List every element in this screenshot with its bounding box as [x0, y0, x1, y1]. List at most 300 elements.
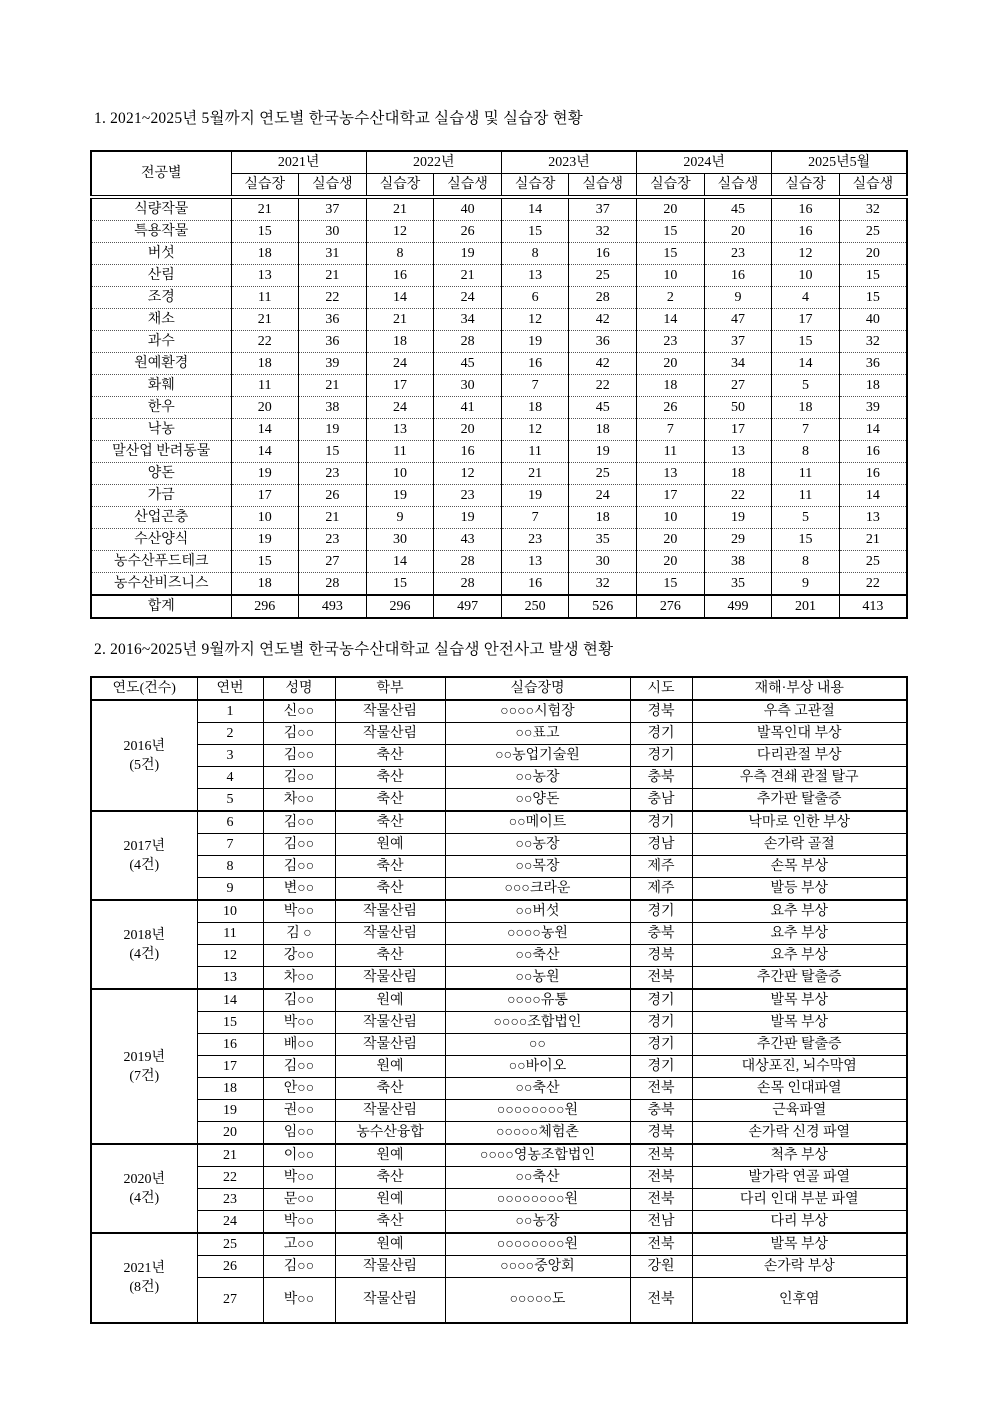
province-cell: 경북	[630, 1122, 692, 1145]
injury-cell: 발목 부상	[692, 1233, 907, 1256]
subheader-students: 실습생	[434, 174, 502, 198]
case-count-label: (5건)	[129, 757, 160, 773]
year-group-cell	[91, 811, 197, 900]
dept-cell: 작물산림	[335, 723, 445, 745]
injury-cell: 요추 부상	[692, 945, 907, 967]
count-cell: 19	[501, 485, 569, 507]
accident-row	[91, 900, 907, 923]
dept-cell: 축산	[335, 1167, 445, 1189]
name-cell: 김○○	[263, 834, 335, 856]
name-cell: 임○○	[263, 1122, 335, 1145]
accident-row	[91, 967, 907, 990]
total-count-cell: 296	[366, 595, 434, 618]
count-cell: 41	[434, 397, 502, 419]
count-cell: 20	[637, 353, 705, 375]
name-cell: 이○○	[263, 1144, 335, 1167]
count-cell: 37	[569, 197, 637, 221]
count-cell: 17	[637, 485, 705, 507]
count-cell: 23	[299, 529, 367, 551]
injury-cell: 발등 부상	[692, 878, 907, 901]
major-label-cell: 화훼	[91, 375, 231, 397]
name-cell: 김○○	[263, 723, 335, 745]
count-cell: 16	[772, 197, 840, 221]
province-cell: 경기	[630, 1056, 692, 1078]
count-cell: 14	[839, 419, 907, 441]
count-cell: 13	[704, 441, 772, 463]
count-cell: 17	[772, 309, 840, 331]
accident-row	[91, 834, 907, 856]
count-cell: 25	[569, 265, 637, 287]
count-cell: 24	[366, 353, 434, 375]
count-cell: 5	[772, 375, 840, 397]
count-cell: 15	[772, 529, 840, 551]
count-cell: 21	[839, 529, 907, 551]
count-cell: 26	[434, 221, 502, 243]
dept-cell: 작물산림	[335, 900, 445, 923]
seq-cell: 9	[197, 878, 263, 901]
injury-cell: 요추 부상	[692, 923, 907, 945]
accident-row	[91, 856, 907, 878]
dept-cell: 작물산림	[335, 1034, 445, 1056]
count-cell: 43	[434, 529, 502, 551]
year-header-3: 2023년	[501, 151, 636, 174]
major-label-cell: 버섯	[91, 243, 231, 265]
major-label-cell: 채소	[91, 309, 231, 331]
major-row	[91, 197, 907, 221]
seq-cell: 3	[197, 745, 263, 767]
major-label-cell: 산업곤충	[91, 507, 231, 529]
dept-cell: 축산	[335, 745, 445, 767]
major-label-cell: 수산양식	[91, 529, 231, 551]
accident-row	[91, 1278, 907, 1324]
count-cell: 20	[637, 197, 705, 221]
seq-cell: 13	[197, 967, 263, 990]
count-cell: 2	[637, 287, 705, 309]
province-cell: 경기	[630, 900, 692, 923]
name-cell: 차○○	[263, 967, 335, 990]
major-column-header: 전공별	[91, 151, 231, 197]
subheader-sites: 실습장	[231, 174, 299, 198]
major-label-cell: 가금	[91, 485, 231, 507]
seq-cell: 22	[197, 1167, 263, 1189]
count-cell: 11	[501, 441, 569, 463]
injury-cell: 근육파열	[692, 1100, 907, 1122]
count-cell: 30	[434, 375, 502, 397]
count-cell: 21	[299, 265, 367, 287]
province-cell: 경기	[630, 723, 692, 745]
count-cell: 20	[839, 243, 907, 265]
count-cell: 19	[231, 529, 299, 551]
count-cell: 14	[637, 309, 705, 331]
name-cell: 차○○	[263, 789, 335, 812]
count-cell: 20	[231, 397, 299, 419]
major-row	[91, 573, 907, 596]
count-cell: 16	[839, 441, 907, 463]
name-cell: 배○○	[263, 1034, 335, 1056]
seq-cell: 18	[197, 1078, 263, 1100]
count-cell: 8	[501, 243, 569, 265]
year-group-cell	[91, 700, 197, 811]
count-cell: 15	[637, 573, 705, 596]
subheader-students: 실습생	[299, 174, 367, 198]
year-label: 2017년	[123, 838, 166, 854]
major-row	[91, 331, 907, 353]
accident-row	[91, 1100, 907, 1122]
site-cell: ○○양돈	[445, 789, 630, 812]
injury-cell: 다리관절 부상	[692, 745, 907, 767]
injury-cell: 추간판 탈출증	[692, 967, 907, 990]
major-row	[91, 243, 907, 265]
count-cell: 19	[366, 485, 434, 507]
count-cell: 20	[637, 551, 705, 573]
count-cell: 36	[569, 331, 637, 353]
column-header-name: 성명	[263, 677, 335, 700]
site-cell: ○○○○○도	[445, 1278, 630, 1324]
count-cell: 12	[772, 243, 840, 265]
count-cell: 22	[569, 375, 637, 397]
province-cell: 제주	[630, 878, 692, 901]
subheader-students: 실습생	[839, 174, 907, 198]
seq-cell: 7	[197, 834, 263, 856]
count-cell: 45	[569, 397, 637, 419]
major-row	[91, 485, 907, 507]
case-count-label: (4건)	[129, 1190, 160, 1206]
count-cell: 42	[569, 353, 637, 375]
count-cell: 28	[434, 573, 502, 596]
count-cell: 18	[231, 353, 299, 375]
count-cell: 14	[839, 485, 907, 507]
injury-cell: 손목 부상	[692, 856, 907, 878]
total-label-cell: 합계	[91, 595, 231, 618]
count-cell: 16	[772, 221, 840, 243]
count-cell: 27	[299, 551, 367, 573]
accident-row	[91, 723, 907, 745]
count-cell: 28	[299, 573, 367, 596]
count-cell: 45	[704, 197, 772, 221]
province-cell: 강원	[630, 1256, 692, 1278]
seq-cell: 2	[197, 723, 263, 745]
count-cell: 21	[299, 507, 367, 529]
site-cell: ○○○○조합법인	[445, 1012, 630, 1034]
dept-cell: 작물산림	[335, 923, 445, 945]
name-cell: 강○○	[263, 945, 335, 967]
major-label-cell: 농수산푸드테크	[91, 551, 231, 573]
province-cell: 전북	[630, 1278, 692, 1324]
accident-row	[91, 789, 907, 812]
seq-cell: 14	[197, 989, 263, 1012]
province-cell: 경북	[630, 700, 692, 723]
injury-cell: 요추 부상	[692, 900, 907, 923]
accident-row	[91, 1144, 907, 1167]
case-count-label: (4건)	[129, 857, 160, 873]
dept-cell: 축산	[335, 767, 445, 789]
table1-title: 1. 2021~2025년 5월까지 연도별 한국농수산대학교 실습생 및 실습장 현황	[94, 110, 583, 127]
dept-cell: 작물산림	[335, 1100, 445, 1122]
site-cell: ○○○○시험장	[445, 700, 630, 723]
major-row	[91, 397, 907, 419]
count-cell: 31	[299, 243, 367, 265]
count-cell: 36	[839, 353, 907, 375]
count-cell: 23	[501, 529, 569, 551]
count-cell: 8	[772, 551, 840, 573]
count-cell: 26	[637, 397, 705, 419]
site-cell: ○○○○○○○○원	[445, 1100, 630, 1122]
count-cell: 10	[772, 265, 840, 287]
site-cell: ○○목장	[445, 856, 630, 878]
count-cell: 21	[231, 309, 299, 331]
count-cell: 11	[772, 463, 840, 485]
province-cell: 전남	[630, 1211, 692, 1234]
count-cell: 17	[704, 419, 772, 441]
count-cell: 12	[434, 463, 502, 485]
major-label-cell: 과수	[91, 331, 231, 353]
year-label: 2020년	[123, 1171, 166, 1187]
province-cell: 전북	[630, 1078, 692, 1100]
count-cell: 22	[231, 331, 299, 353]
province-cell: 경기	[630, 1034, 692, 1056]
year-label: 2019년	[123, 1049, 166, 1065]
column-header-dept: 학부	[335, 677, 445, 700]
injury-cell: 발목 부상	[692, 989, 907, 1012]
count-cell: 23	[704, 243, 772, 265]
major-label-cell: 조경	[91, 287, 231, 309]
count-cell: 18	[231, 243, 299, 265]
injury-cell: 손가락 골절	[692, 834, 907, 856]
count-cell: 14	[231, 441, 299, 463]
count-cell: 28	[569, 287, 637, 309]
site-cell: ○○바이오	[445, 1056, 630, 1078]
accident-status-table	[90, 676, 908, 1324]
seq-cell: 16	[197, 1034, 263, 1056]
count-cell: 16	[366, 265, 434, 287]
count-cell: 21	[231, 197, 299, 221]
site-cell: ○○농장	[445, 834, 630, 856]
name-cell: 김○○	[263, 811, 335, 834]
count-cell: 19	[569, 441, 637, 463]
count-cell: 22	[839, 573, 907, 596]
count-cell: 24	[366, 397, 434, 419]
count-cell: 18	[772, 397, 840, 419]
dept-cell: 작물산림	[335, 1278, 445, 1324]
count-cell: 32	[569, 221, 637, 243]
count-cell: 9	[704, 287, 772, 309]
year-group-cell	[91, 900, 197, 989]
site-cell: ○○	[445, 1034, 630, 1056]
dept-cell: 원예	[335, 989, 445, 1012]
count-cell: 39	[299, 353, 367, 375]
site-cell: ○○버섯	[445, 900, 630, 923]
province-cell: 제주	[630, 856, 692, 878]
province-cell: 경기	[630, 745, 692, 767]
count-cell: 19	[704, 507, 772, 529]
seq-cell: 25	[197, 1233, 263, 1256]
count-cell: 35	[704, 573, 772, 596]
count-cell: 11	[231, 287, 299, 309]
province-cell: 경남	[630, 834, 692, 856]
count-cell: 23	[299, 463, 367, 485]
column-header-year-count: 연도(건수)	[91, 677, 197, 700]
count-cell: 24	[434, 287, 502, 309]
injury-cell: 손가락 신경 파열	[692, 1122, 907, 1145]
count-cell: 28	[434, 331, 502, 353]
seq-cell: 8	[197, 856, 263, 878]
dept-cell: 축산	[335, 811, 445, 834]
count-cell: 10	[231, 507, 299, 529]
count-cell: 26	[299, 485, 367, 507]
total-count-cell: 276	[637, 595, 705, 618]
count-cell: 22	[704, 485, 772, 507]
year-group-cell	[91, 989, 197, 1144]
major-label-cell: 말산업 반려동물	[91, 441, 231, 463]
count-cell: 38	[299, 397, 367, 419]
name-cell: 김 ○	[263, 923, 335, 945]
site-cell: ○○표고	[445, 723, 630, 745]
count-cell: 15	[772, 331, 840, 353]
count-cell: 7	[772, 419, 840, 441]
major-row	[91, 529, 907, 551]
name-cell: 박○○	[263, 1012, 335, 1034]
injury-cell: 발가락 연골 파열	[692, 1167, 907, 1189]
injury-cell: 손목 인대파열	[692, 1078, 907, 1100]
injury-cell: 인후염	[692, 1278, 907, 1324]
column-header-site: 실습장명	[445, 677, 630, 700]
subheader-students: 실습생	[569, 174, 637, 198]
count-cell: 12	[501, 419, 569, 441]
seq-cell: 24	[197, 1211, 263, 1234]
count-cell: 39	[839, 397, 907, 419]
count-cell: 18	[704, 463, 772, 485]
count-cell: 42	[569, 309, 637, 331]
major-row	[91, 353, 907, 375]
injury-cell: 대상포진, 뇌수막염	[692, 1056, 907, 1078]
count-cell: 37	[704, 331, 772, 353]
accident-row	[91, 1211, 907, 1234]
count-cell: 21	[299, 375, 367, 397]
site-cell: ○○농장	[445, 1211, 630, 1234]
count-cell: 14	[501, 197, 569, 221]
major-row	[91, 375, 907, 397]
count-cell: 8	[772, 441, 840, 463]
accident-row	[91, 745, 907, 767]
name-cell: 김○○	[263, 1256, 335, 1278]
count-cell: 22	[299, 287, 367, 309]
count-cell: 6	[501, 287, 569, 309]
total-count-cell: 497	[434, 595, 502, 618]
subheader-students: 실습생	[704, 174, 772, 198]
major-row	[91, 419, 907, 441]
province-cell: 경북	[630, 945, 692, 967]
total-count-cell: 413	[839, 595, 907, 618]
year-label: 2016년	[123, 738, 166, 754]
seq-cell: 17	[197, 1056, 263, 1078]
count-cell: 36	[299, 331, 367, 353]
accident-row	[91, 767, 907, 789]
count-cell: 13	[366, 419, 434, 441]
year-group-cell	[91, 1144, 197, 1233]
province-cell: 전북	[630, 1144, 692, 1167]
count-cell: 13	[637, 463, 705, 485]
major-label-cell: 낙농	[91, 419, 231, 441]
total-count-cell: 296	[231, 595, 299, 618]
accident-row	[91, 1256, 907, 1278]
province-cell: 충남	[630, 789, 692, 812]
accident-row	[91, 945, 907, 967]
dept-cell: 작물산림	[335, 700, 445, 723]
count-cell: 40	[839, 309, 907, 331]
name-cell: 박○○	[263, 1167, 335, 1189]
major-label-cell: 산림	[91, 265, 231, 287]
site-cell: ○○농장	[445, 767, 630, 789]
year-label: 2021년	[123, 1261, 166, 1276]
site-cell: ○○○○중앙회	[445, 1256, 630, 1278]
count-cell: 30	[299, 221, 367, 243]
count-cell: 15	[637, 243, 705, 265]
count-cell: 32	[839, 197, 907, 221]
site-cell: ○○○○○○○○원	[445, 1189, 630, 1211]
name-cell: 박○○	[263, 1211, 335, 1234]
count-cell: 29	[704, 529, 772, 551]
name-cell: 김○○	[263, 767, 335, 789]
province-cell: 충북	[630, 767, 692, 789]
accident-row	[91, 878, 907, 901]
count-cell: 23	[434, 485, 502, 507]
count-cell: 20	[434, 419, 502, 441]
count-cell: 10	[637, 507, 705, 529]
accident-row	[91, 811, 907, 834]
count-cell: 15	[231, 221, 299, 243]
count-cell: 16	[501, 353, 569, 375]
name-cell: 김○○	[263, 856, 335, 878]
dept-cell: 축산	[335, 1211, 445, 1234]
seq-cell: 27	[197, 1278, 263, 1324]
total-count-cell: 250	[501, 595, 569, 618]
count-cell: 19	[501, 331, 569, 353]
count-cell: 27	[704, 375, 772, 397]
total-count-cell: 493	[299, 595, 367, 618]
province-cell: 경기	[630, 811, 692, 834]
site-cell: ○○○○농원	[445, 923, 630, 945]
site-cell: ○○○○○체험촌	[445, 1122, 630, 1145]
major-label-cell: 특용작물	[91, 221, 231, 243]
count-cell: 15	[366, 573, 434, 596]
year-label: 2018년	[123, 927, 166, 943]
count-cell: 13	[839, 507, 907, 529]
count-cell: 21	[434, 265, 502, 287]
year-header-1: 2021년	[231, 151, 366, 174]
accident-row	[91, 1034, 907, 1056]
major-row	[91, 309, 907, 331]
name-cell: 안○○	[263, 1078, 335, 1100]
province-cell: 경기	[630, 1012, 692, 1034]
count-cell: 16	[501, 573, 569, 596]
count-cell: 19	[299, 419, 367, 441]
count-cell: 34	[434, 309, 502, 331]
subheader-sites: 실습장	[637, 174, 705, 198]
injury-cell: 손가락 부상	[692, 1256, 907, 1278]
province-cell: 충북	[630, 923, 692, 945]
count-cell: 18	[637, 375, 705, 397]
seq-cell: 12	[197, 945, 263, 967]
injury-cell: 다리 부상	[692, 1211, 907, 1234]
count-cell: 14	[231, 419, 299, 441]
major-row	[91, 507, 907, 529]
site-cell: ○○○○○○○○원	[445, 1233, 630, 1256]
seq-cell: 21	[197, 1144, 263, 1167]
count-cell: 38	[704, 551, 772, 573]
practice-status-table	[90, 150, 908, 619]
count-cell: 16	[569, 243, 637, 265]
count-cell: 7	[501, 375, 569, 397]
